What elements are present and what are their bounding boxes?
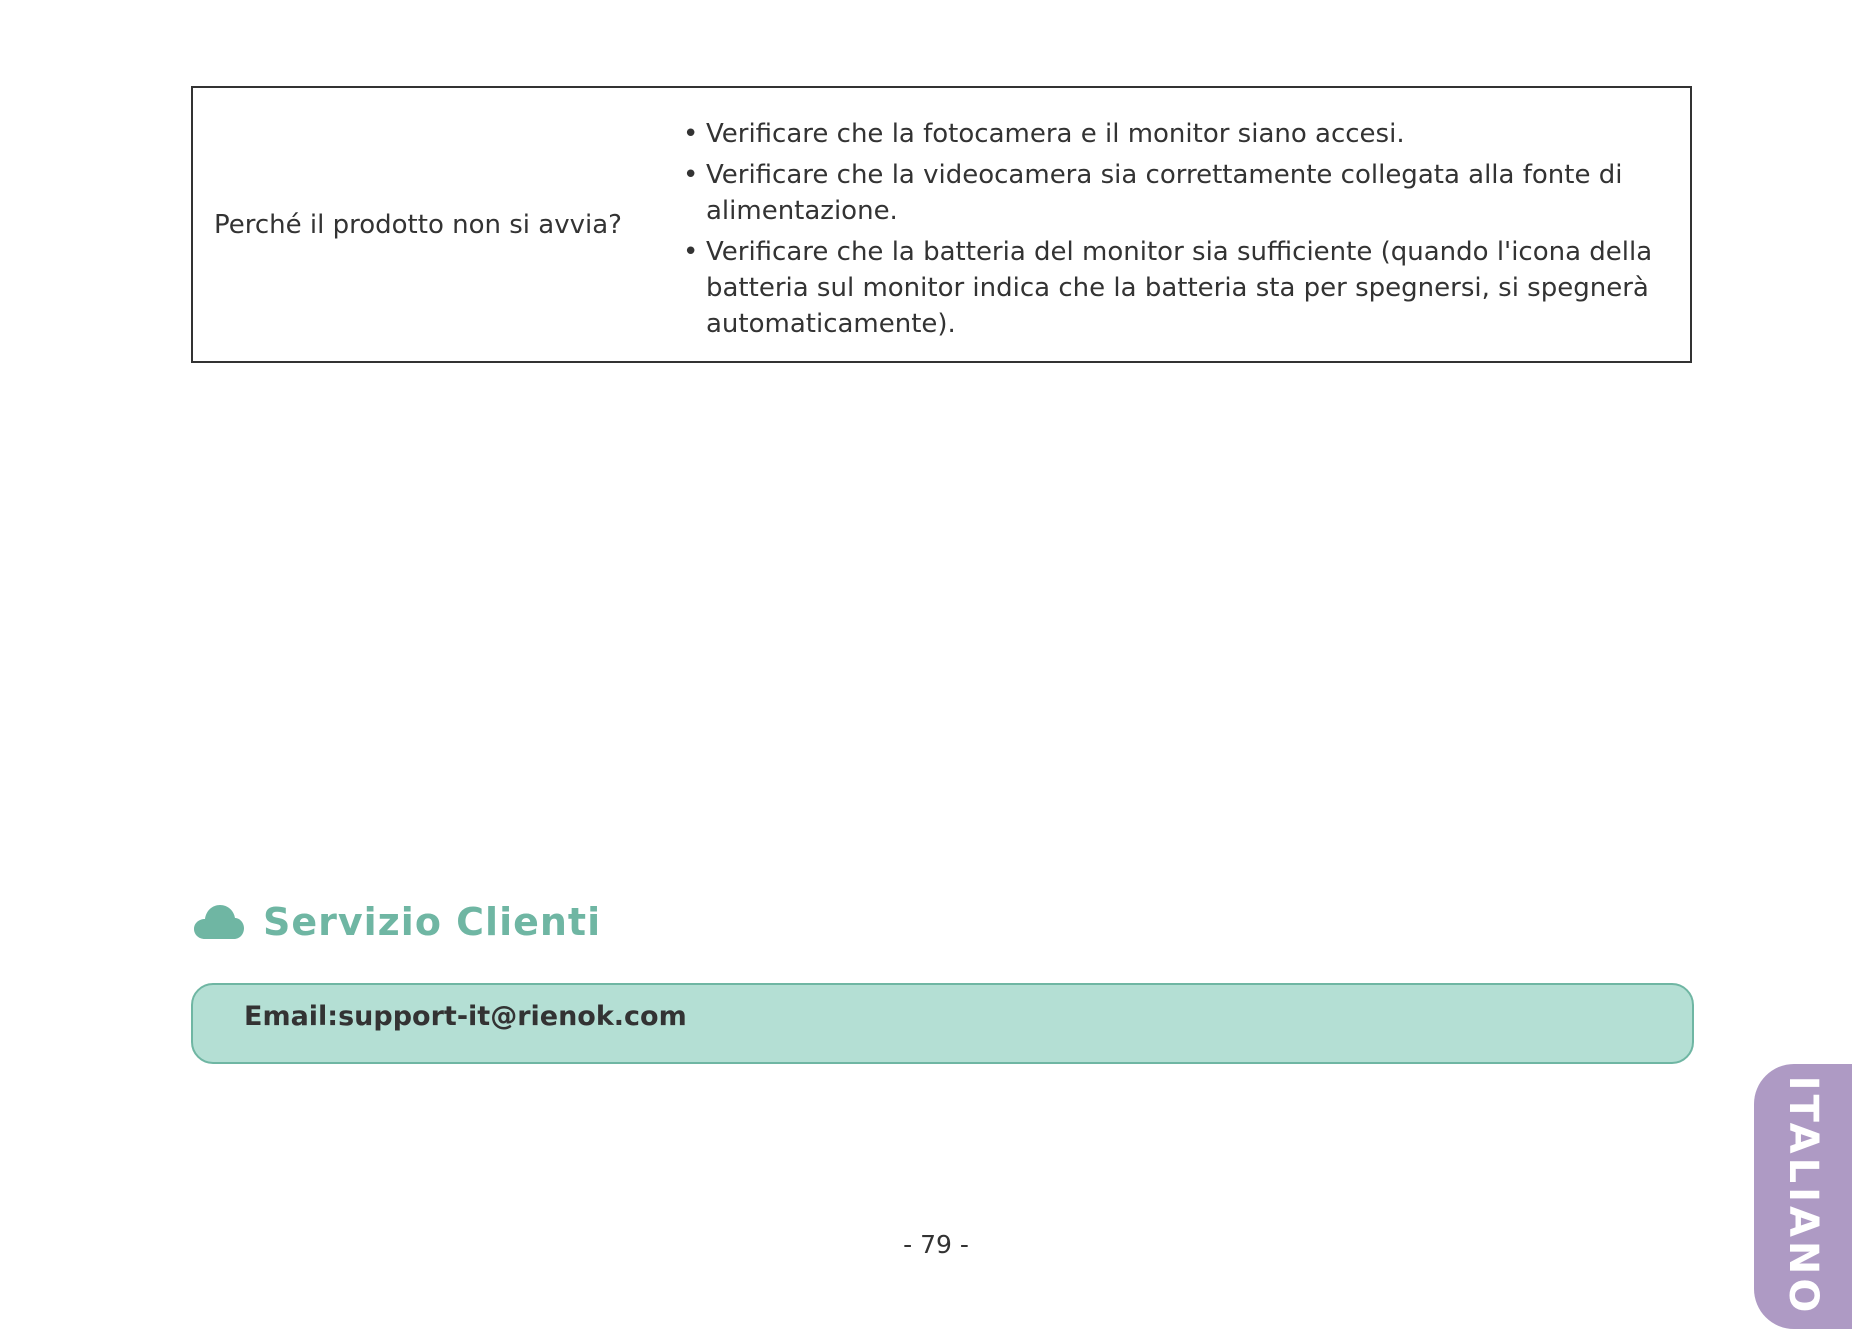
- customer-service-heading: [193, 900, 601, 944]
- support-email[interactable]: Email:support-it@rienok.com: [244, 1001, 687, 1032]
- email-box: [191, 983, 1694, 1064]
- cloud-icon: [193, 903, 245, 941]
- faq-answer-list: [676, 88, 1690, 361]
- page-number: - 79 -: [903, 1230, 969, 1259]
- language-tab-label: ITALIANO: [1780, 1075, 1826, 1317]
- faq-answer-item: • Verificare che la batteria del monitor sia sufficiente (quando l'icona della batteria sul monitor indica che la batteria sta per spegnersi, si spegnerà automaticamente).: [676, 234, 1656, 342]
- faq-question: Perché il prodotto non si avvia?: [214, 209, 622, 240]
- faq-answer-item: • Verificare che la videocamera sia correttamente collegata alla fonte di alimentazione.: [676, 157, 1656, 229]
- faq-answer-item: • Verificare che la fotocamera e il monitor siano accesi.: [676, 116, 1656, 152]
- faq-table: [191, 86, 1692, 363]
- section-title: Servizio Clienti: [263, 900, 602, 944]
